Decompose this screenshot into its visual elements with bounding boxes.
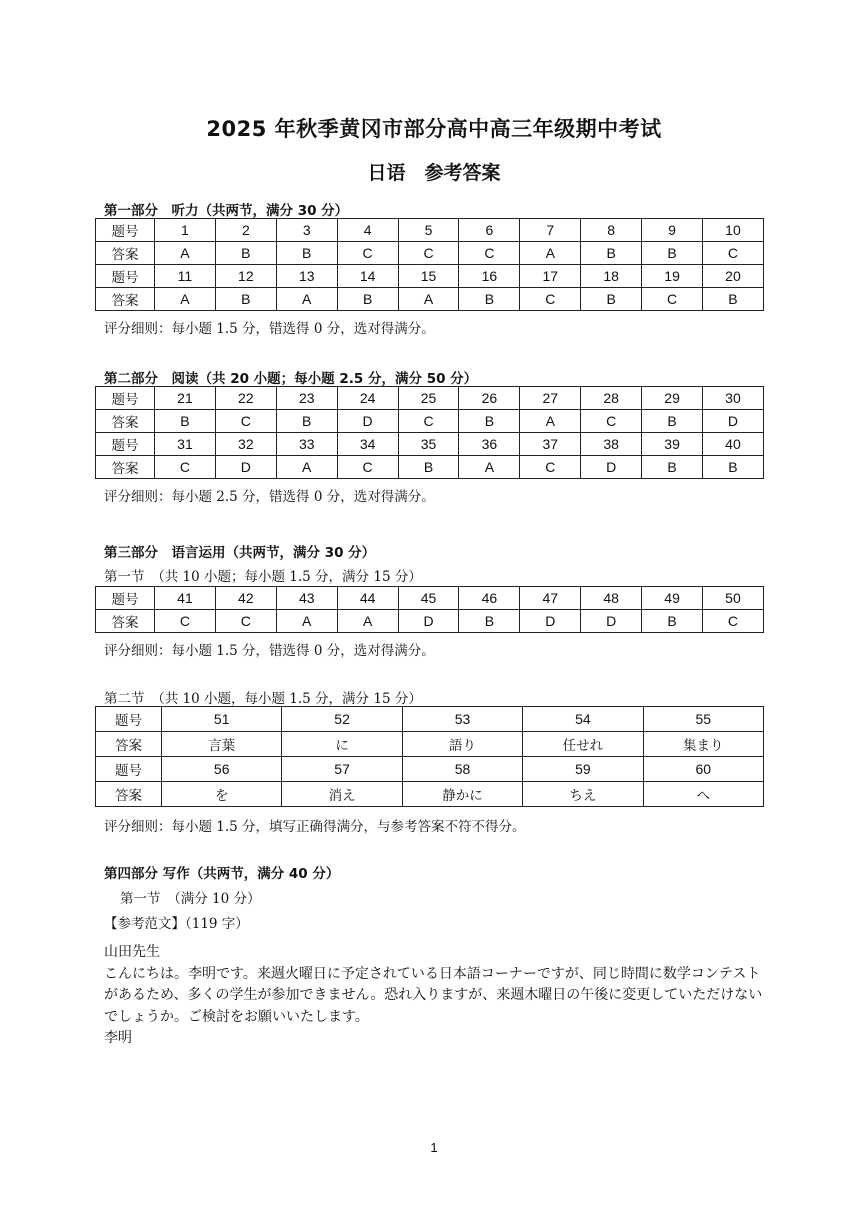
answer-cell: C <box>703 242 764 265</box>
part2-answer-table <box>95 386 764 479</box>
question-number-cell: 49 <box>642 587 703 610</box>
question-number-cell: 39 <box>642 433 703 456</box>
question-number-cell: 30 <box>703 387 764 410</box>
answer-row-label: 答案 <box>96 610 155 633</box>
part1-heading: 第一部分 听力（共两节，满分 30 分） <box>104 203 349 219</box>
question-number-cell: 31 <box>155 433 216 456</box>
answer-cell: B <box>155 410 216 433</box>
answer-row-label: 答案 <box>96 410 155 433</box>
answer-cell: を <box>162 782 282 807</box>
part2-heading: 第二部分 阅读（共 20 小题；每小题 2.5 分，满分 50 分） <box>104 371 478 387</box>
question-number-cell: 58 <box>402 757 522 782</box>
question-number-cell: 12 <box>215 265 276 288</box>
answer-cell: B <box>215 288 276 311</box>
answer-cell: B <box>703 456 764 479</box>
question-number-row <box>96 757 764 782</box>
question-number-cell: 2 <box>215 219 276 242</box>
answer-cell: D <box>520 610 581 633</box>
question-number-cell: 1 <box>155 219 216 242</box>
question-number-cell: 20 <box>703 265 764 288</box>
part1-answer-table <box>95 218 764 311</box>
question-row-label: 题号 <box>96 757 162 782</box>
answer-cell: B <box>215 242 276 265</box>
answer-cell: B <box>459 288 520 311</box>
answer-cell: B <box>398 456 459 479</box>
question-number-cell: 42 <box>215 587 276 610</box>
answer-cell: B <box>459 610 520 633</box>
part3-section2-heading: 第二节 （共 10 小题，每小题 1.5 分，满分 15 分） <box>104 691 422 707</box>
part3-section1-answer-table <box>95 586 764 633</box>
answer-cell: A <box>337 610 398 633</box>
question-number-row <box>96 387 764 410</box>
answer-cell: B <box>581 288 642 311</box>
answer-cell: ちえ <box>523 782 643 807</box>
answer-cell: C <box>215 610 276 633</box>
answer-row-label: 答案 <box>96 782 162 807</box>
question-number-cell: 29 <box>642 387 703 410</box>
essay-signature: 李明 <box>104 1030 132 1046</box>
sample-essay-label: 【参考范文】（119 字） <box>104 916 249 932</box>
question-number-cell: 26 <box>459 387 520 410</box>
question-number-cell: 4 <box>337 219 398 242</box>
answer-cell: 言葉 <box>162 732 282 757</box>
answer-cell: C <box>398 410 459 433</box>
question-number-cell: 59 <box>523 757 643 782</box>
question-number-row <box>96 219 764 242</box>
answer-cell: C <box>337 456 398 479</box>
answer-cell: A <box>276 288 337 311</box>
question-number-cell: 14 <box>337 265 398 288</box>
question-number-cell: 21 <box>155 387 216 410</box>
question-number-cell: 57 <box>282 757 402 782</box>
question-number-cell: 15 <box>398 265 459 288</box>
question-number-cell: 5 <box>398 219 459 242</box>
answer-cell: D <box>215 456 276 479</box>
answer-row <box>96 732 764 757</box>
part4-heading: 第四部分 写作（共两节，满分 40 分） <box>104 866 340 882</box>
question-number-cell: 43 <box>276 587 337 610</box>
answer-cell: A <box>155 288 216 311</box>
answer-cell: B <box>459 410 520 433</box>
answer-cell: B <box>642 242 703 265</box>
answer-cell: 静かに <box>402 782 522 807</box>
answer-row <box>96 410 764 433</box>
question-row-label: 题号 <box>96 587 155 610</box>
question-number-cell: 56 <box>162 757 282 782</box>
answer-cell: C <box>155 456 216 479</box>
question-number-row <box>96 433 764 456</box>
question-number-cell: 60 <box>643 757 763 782</box>
question-number-cell: 52 <box>282 707 402 732</box>
question-number-cell: 41 <box>155 587 216 610</box>
answer-cell: C <box>459 242 520 265</box>
answer-row-label: 答案 <box>96 242 155 265</box>
question-number-cell: 22 <box>215 387 276 410</box>
question-number-cell: 25 <box>398 387 459 410</box>
answer-cell: A <box>459 456 520 479</box>
answer-row <box>96 242 764 265</box>
question-number-cell: 11 <box>155 265 216 288</box>
answer-cell: A <box>520 242 581 265</box>
question-number-cell: 13 <box>276 265 337 288</box>
question-number-cell: 3 <box>276 219 337 242</box>
answer-cell: D <box>581 610 642 633</box>
question-number-cell: 50 <box>703 587 764 610</box>
question-row-label: 题号 <box>96 387 155 410</box>
question-number-cell: 8 <box>581 219 642 242</box>
question-number-cell: 36 <box>459 433 520 456</box>
question-number-cell: 16 <box>459 265 520 288</box>
part3-heading: 第三部分 语言运用（共两节，满分 30 分） <box>104 545 376 561</box>
question-number-cell: 47 <box>520 587 581 610</box>
answer-cell: B <box>276 410 337 433</box>
sample-essay <box>104 942 772 1050</box>
answer-cell: C <box>642 288 703 311</box>
answer-cell: 集まり <box>643 732 763 757</box>
question-number-row <box>96 587 764 610</box>
question-number-cell: 53 <box>402 707 522 732</box>
answer-cell: 消え <box>282 782 402 807</box>
answer-cell: D <box>337 410 398 433</box>
answer-row-label: 答案 <box>96 456 155 479</box>
answer-cell: D <box>398 610 459 633</box>
answer-cell: C <box>155 610 216 633</box>
question-number-cell: 28 <box>581 387 642 410</box>
question-number-row <box>96 265 764 288</box>
answer-cell: に <box>282 732 402 757</box>
question-number-cell: 18 <box>581 265 642 288</box>
part3-section1-heading: 第一节 （共 10 小题；每小题 1.5 分，满分 15 分） <box>104 569 422 585</box>
question-number-cell: 6 <box>459 219 520 242</box>
part2-scoring-note: 评分细则：每小题 2.5 分，错选得 0 分，选对得满分。 <box>104 489 435 505</box>
question-number-cell: 51 <box>162 707 282 732</box>
question-number-cell: 45 <box>398 587 459 610</box>
answer-cell: B <box>276 242 337 265</box>
part1-scoring-note: 评分细则：每小题 1.5 分，错选得 0 分，选对得满分。 <box>104 321 435 337</box>
question-number-cell: 46 <box>459 587 520 610</box>
question-row-label: 题号 <box>96 707 162 732</box>
answer-cell: A <box>398 288 459 311</box>
question-row-label: 题号 <box>96 265 155 288</box>
answer-cell: B <box>581 242 642 265</box>
answer-cell: C <box>520 288 581 311</box>
answer-cell: B <box>642 610 703 633</box>
answer-cell: A <box>155 242 216 265</box>
essay-body: こんにちは。李明です。来週火曜日に予定されている日本語コーナーですが、同じ時間に数学コンテストがあるため、多くの学生が参加できません。恐れ入りますが、来週木曜日の午後に変更していただけないでしょうか。ご検討をお願いいたします。 <box>104 965 763 1025</box>
question-number-cell: 17 <box>520 265 581 288</box>
question-number-cell: 32 <box>215 433 276 456</box>
question-number-cell: 24 <box>337 387 398 410</box>
part3-section1-scoring-note: 评分细则：每小题 1.5 分，错选得 0 分，选对得满分。 <box>104 643 435 659</box>
answer-cell: 任せれ <box>523 732 643 757</box>
part3-section2-scoring-note: 评分细则：每小题 1.5 分，填写正确得满分，与参考答案不符不得分。 <box>104 819 526 835</box>
question-number-cell: 54 <box>523 707 643 732</box>
answer-row <box>96 610 764 633</box>
answer-row-label: 答案 <box>96 732 162 757</box>
question-number-cell: 7 <box>520 219 581 242</box>
question-number-cell: 37 <box>520 433 581 456</box>
part3-section2-answer-table <box>95 706 764 807</box>
answer-cell: B <box>642 410 703 433</box>
question-number-cell: 44 <box>337 587 398 610</box>
answer-cell: 語り <box>402 732 522 757</box>
question-number-cell: 23 <box>276 387 337 410</box>
question-number-cell: 10 <box>703 219 764 242</box>
answer-cell: A <box>520 410 581 433</box>
answer-cell: へ <box>643 782 763 807</box>
answer-row-label: 答案 <box>96 288 155 311</box>
question-row-label: 题号 <box>96 219 155 242</box>
question-number-cell: 27 <box>520 387 581 410</box>
answer-cell: A <box>276 610 337 633</box>
answer-cell: C <box>337 242 398 265</box>
answer-cell: D <box>581 456 642 479</box>
answer-cell: B <box>703 288 764 311</box>
question-number-cell: 35 <box>398 433 459 456</box>
answer-cell: C <box>520 456 581 479</box>
page-subtitle: 日语 参考答案 <box>367 162 501 184</box>
question-number-cell: 33 <box>276 433 337 456</box>
answer-cell: C <box>398 242 459 265</box>
answer-cell: C <box>215 410 276 433</box>
answer-row <box>96 288 764 311</box>
answer-cell: B <box>642 456 703 479</box>
question-number-cell: 55 <box>643 707 763 732</box>
page-title: 2025 年秋季黄冈市部分高中高三年级期中考试 <box>206 117 662 141</box>
question-number-row <box>96 707 764 732</box>
question-number-cell: 34 <box>337 433 398 456</box>
question-number-cell: 19 <box>642 265 703 288</box>
answer-row <box>96 456 764 479</box>
question-number-cell: 40 <box>703 433 764 456</box>
answer-cell: B <box>337 288 398 311</box>
question-number-cell: 48 <box>581 587 642 610</box>
part4-section1-heading: 第一节 （满分 10 分） <box>120 891 261 907</box>
question-number-cell: 38 <box>581 433 642 456</box>
question-number-cell: 9 <box>642 219 703 242</box>
question-row-label: 题号 <box>96 433 155 456</box>
answer-cell: D <box>703 410 764 433</box>
answer-cell: C <box>703 610 764 633</box>
answer-cell: C <box>581 410 642 433</box>
essay-salutation: 山田先生 <box>104 944 160 960</box>
answer-row <box>96 782 764 807</box>
page-number: 1 <box>430 1140 438 1155</box>
answer-cell: A <box>276 456 337 479</box>
